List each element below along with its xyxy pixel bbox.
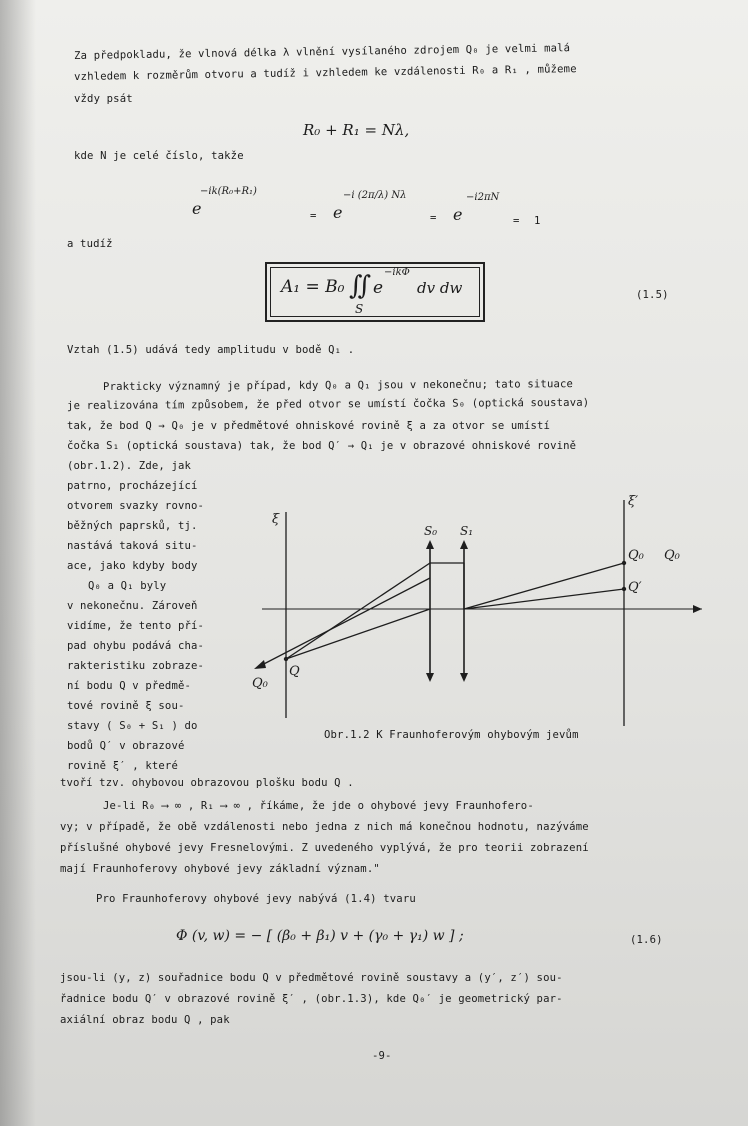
point-q (284, 657, 288, 661)
label-q0-far: Q₀ (664, 548, 680, 563)
paragraph-line: pad ohybu podává cha- (67, 640, 205, 652)
paragraph-line: stavy ( S₀ + S₁ ) do (67, 720, 198, 732)
paragraph-line: ní bodu Q v předmě- (67, 680, 192, 692)
paragraph-line: Je-li R₀ ⟶ ∞ , R₁ ⟶ ∞ , říkáme, že jde o ohybové jevy Fraunhofero- (103, 800, 534, 812)
paragraph-line: Pro Fraunhoferovy ohybové jevy nabývá (1.4) tvaru (96, 893, 416, 905)
paragraph-line: patrno, procházející (67, 480, 198, 492)
lens-s0-arrow-bottom (426, 673, 434, 682)
equation-1-6: Φ (v, w) = − [ (β₀ + β₁) v + (γ₀ + γ₁) w ] ; (176, 928, 464, 944)
paragraph-line: vzhledem k rozměrům otvoru a tudíž i vzhledem ke vzdálenosti R₀ a R₁ , můžeme (74, 63, 577, 83)
equation-number: (1.5) (636, 289, 669, 301)
label-s0: S₀ (424, 524, 438, 538)
point-q0 (622, 561, 626, 565)
paragraph-line: Q₀ a Q₁ byly (88, 580, 167, 592)
paragraph-line: řadnice bodu Q′ v obrazové rovině ξ′ , (obr.1.3), kde Q₀′ je geometrický par- (60, 993, 563, 1005)
label-xi: ξ (272, 512, 280, 527)
document-page: Za předpokladu, že vlnová délka λ vlnění vysílaného zdrojem Q₀ je velmi malá vzhledem k rozměrům otvoru a tudíž i vzhledem ke vzdálenosti R₀ a R₁ , můžeme vždy psát R₀ + R₁ = Nλ, kde N je celé číslo, takže e −ik(R₀+R₁) = e −i (2π/λ) Nλ = e −i2πN = 1 a tudíž A₁ = B₀ ∬ e −ikΦ dv dw S (1.5) Vztah (1.5) udává tedy amplitudu v bodě Q₁ . Prakticky významný je případ, kdy Q₀ a Q₁ jsou v nekonečnu; tato situace je realizována tím způsobem, že před otvor se umístí čočka S₀ (optická soustava) tak, že bod Q → Q₀ je v předmětové ohniskové rovině ξ a za otvor se umístí čočka S₁ (optická soustava) tak, že bod Q′ → Q₁ je v obrazové ohniskové rovině (obr.1.2). Zde, jak patrno, procházející otvorem svazky rovno- běžných paprsků, tj. nastává taková situ- ace, jako kdyby body Q₀ a Q₁ byly v nekonečnu. Zároveň vidíme, že tento pří- pad ohybu podává cha- rakteristiku zobraze- ní bodu Q v předmě- tové rovině ξ sou- stavy ( S₀ + S₁ ) do bodů Q′ v obrazové rovině ξ′ , které tvoří tzv. ohybovou obrazovou plošku bodu Q . ξ ξ′ S₀ S₁ Q₀ Q₀ Q′ Q Q₀ Obr.1.2 K Fraunhoferovým ohybovým jevům Je-li R₀ ⟶ ∞ , R₁ ⟶ ∞ , říkáme, že jde o ohybové jevy Fraunhofero- vy; v případě, že obě vzdálenosti nebo jedna z nich má konečnou hodnotu, nazýváme příslušné ohybové jevy Fresnelovými. Z uvedeného vyplývá, že pro teorii zobrazení mají Fraunhoferovy ohybové jevy základní význam." Pro Fraunhoferovy ohybové jevy nabývá (1.4) tvaru Φ (v, w) = − [ (β₀ + β₁) v + (γ₀ + γ₁) w ] ; (1.6) jsou-li (y, z) souřadnice bodu Q v předmětové rovině soustavy a (y′, z′) sou- řadnice bodu Q′ v obrazové rovině ξ′ , (obr.1.3), kde Q₀′ je geometrický par- axiální obraz bodu Q , pak -9- (0, 0, 748, 1126)
ray-to-q0-infinity (258, 578, 430, 667)
paragraph-line: čočka S₁ (optická soustava) tak, že bod Q′ → Q₁ je v obrazové ohniskové rovině (67, 440, 577, 452)
ray-upper (286, 563, 430, 659)
label-q: Q (289, 664, 300, 679)
label-xi-prime: ξ′ (628, 494, 639, 509)
boxed-equation: A₁ = B₀ ∬ e −ikΦ dv dw S (265, 262, 485, 322)
paragraph-line: a tudíž (67, 238, 113, 250)
paragraph-line: tak, že bod Q → Q₀ je v předmětové ohniskové rovině ξ a za otvor se umístí (67, 420, 551, 432)
paragraph-line: Vztah (1.5) udává tedy amplitudu v bodě Q₁ . (67, 344, 355, 356)
paragraph-line: vždy psát (74, 93, 133, 105)
label-q0-plane: Q₀ (628, 548, 644, 563)
ray-central (286, 609, 430, 659)
lens-s1-arrow-bottom (460, 673, 468, 682)
paragraph-line: axiální obraz bodu Q , pak (60, 1014, 230, 1026)
paragraph-line: bodů Q′ v obrazové (67, 740, 185, 752)
paragraph-line: otvorem svazky rovno- (67, 500, 205, 512)
paragraph-line: Prakticky významný je případ, kdy Q₀ a Q₁ jsou v nekonečnu; tato situace (103, 378, 574, 393)
paragraph-line: kde N je celé číslo, takže (74, 150, 244, 162)
paragraph-line: tvoří tzv. ohybovou obrazovou plošku bodu Q . (60, 777, 354, 789)
paragraph-line: rakteristiku zobraze- (67, 660, 205, 672)
paragraph-line: Za předpokladu, že vlnová délka λ vlnění vysílaného zdrojem Q₀ je velmi malá (74, 42, 571, 62)
ray-to-q0 (464, 563, 624, 609)
equation-number: (1.6) (630, 934, 663, 946)
paragraph-line: je realizována tím způsobem, že před otvor se umístí čočka S₀ (optická soustava) (67, 396, 590, 412)
paragraph-line: vidíme, že tento pří- (67, 620, 205, 632)
label-s1: S₁ (460, 524, 474, 538)
paragraph-line: (obr.1.2). Zde, jak (67, 460, 192, 472)
paragraph-line: tové rovině ξ sou- (67, 700, 185, 712)
lens-s1-arrow-top (460, 540, 468, 549)
figure-caption: Obr.1.2 K Fraunhoferovým ohybovým jevům (324, 729, 579, 741)
lens-s0-arrow-top (426, 540, 434, 549)
label-q0-left: Q₀ (252, 676, 268, 691)
paragraph-line: běžných paprsků, tj. (67, 520, 198, 532)
paragraph-line: jsou-li (y, z) souřadnice bodu Q v předmětové rovině soustavy a (y′, z′) sou- (60, 972, 563, 984)
paragraph-line: ace, jako kdyby body (67, 560, 198, 572)
equation-sum: R₀ + R₁ = Nλ, (303, 121, 410, 139)
arrow-left-q0 (254, 660, 266, 669)
page-number: -9- (372, 1050, 392, 1062)
axis-arrow (693, 605, 702, 613)
paragraph-line: příslušné ohybové jevy Fresnelovými. Z uvedeného vyplývá, že pro teorii zobrazení (60, 842, 589, 854)
point-q-prime (622, 587, 626, 591)
ray-to-q-prime (464, 589, 624, 609)
paragraph-line: v nekonečnu. Zároveň (67, 600, 198, 612)
label-q-prime: Q′ (628, 580, 642, 595)
paragraph-line: nastává taková situ- (67, 540, 198, 552)
paragraph-line: rovině ξ′ , které (67, 760, 178, 772)
paragraph-line: vy; v případě, že obě vzdálenosti nebo jedna z nich má konečnou hodnotu, nazýváme (60, 821, 589, 833)
paragraph-line: mají Fraunhoferovy ohybové jevy základní význam." (60, 863, 380, 875)
